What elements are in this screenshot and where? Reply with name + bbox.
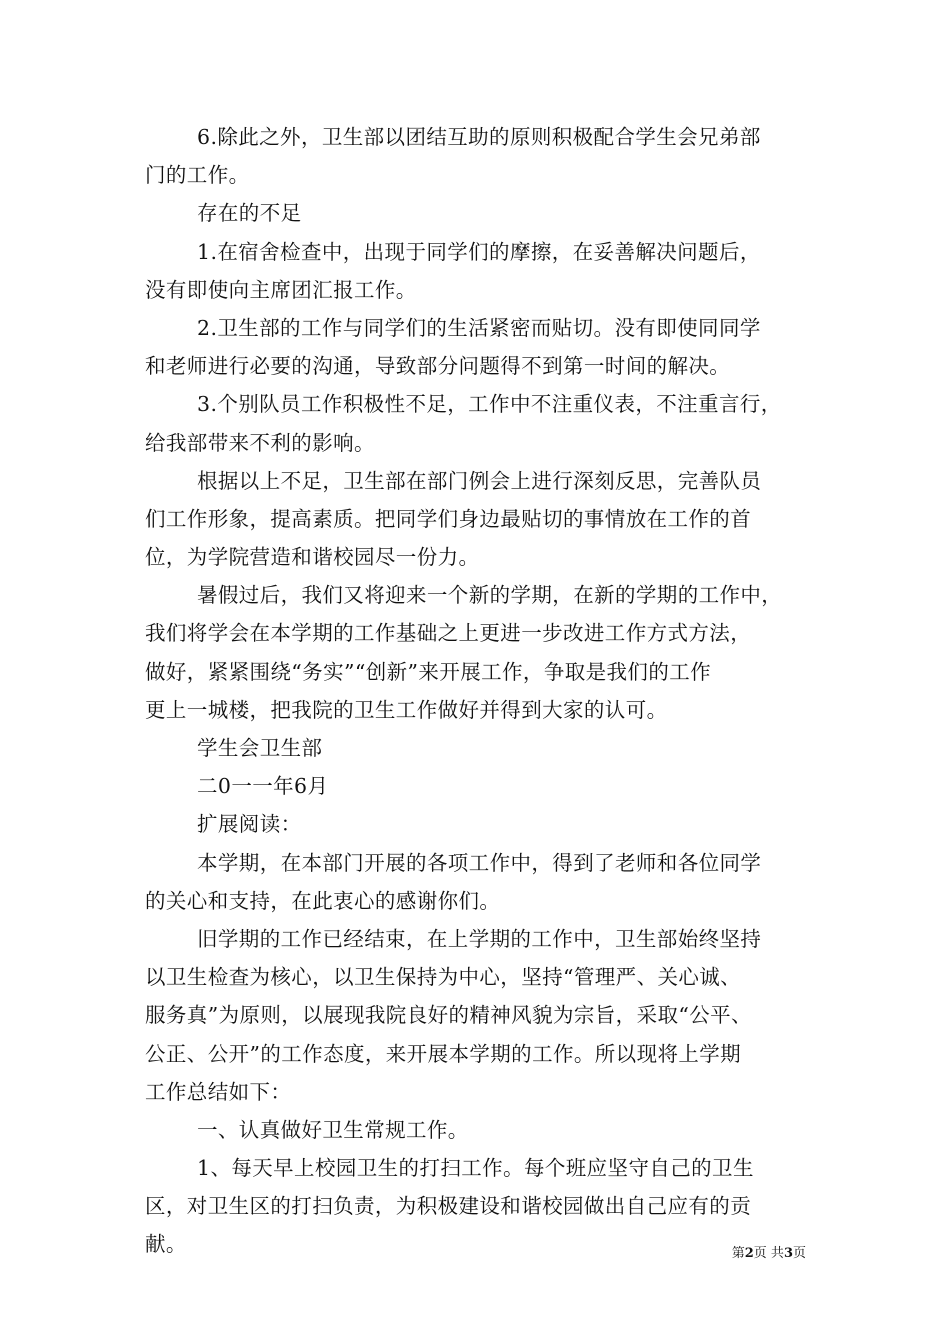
paragraph-line: 们工作形象，提高素质。把同学们身边最贴切的事情放在工作的首 bbox=[145, 506, 752, 531]
paragraph-line: 的关心和支持，在此衷心的感谢你们。 bbox=[145, 888, 501, 913]
paragraph-line: 暑假过后，我们又将迎来一个新的学期，在新的学期的工作中， bbox=[197, 583, 783, 608]
section-heading: 扩展阅读： bbox=[197, 812, 302, 837]
paragraph-line: 更上一城楼，把我院的卫生工作做好并得到大家的认可。 bbox=[145, 697, 668, 722]
paragraph-line: 门的工作。 bbox=[145, 163, 250, 188]
paragraph-line: 给我部带来不利的影响。 bbox=[145, 430, 375, 455]
paragraph-line: 本学期，在本部门开展的各项工作中，得到了老师和各位同学 bbox=[197, 850, 762, 875]
paragraph-line: 1、每天早上校园卫生的打扫工作。每个班应坚守自己的卫生 bbox=[197, 1156, 754, 1181]
paragraph-line: 做好，紧紧围绕“务实”“创新”来开展工作，争取是我们的工作 bbox=[145, 659, 712, 684]
paragraph-line: 服务真”为原则，以展现我院良好的精神风貌为宗旨，采取“公平、 bbox=[145, 1003, 752, 1028]
section-heading: 存在的不足 bbox=[197, 201, 302, 226]
paragraph-line: 根据以上不足，卫生部在部门例会上进行深刻反思，完善队员 bbox=[197, 468, 762, 493]
paragraph-line: 位，为学院营造和谐校园尽一份力。 bbox=[145, 545, 480, 570]
paragraph-line: 3.个别队员工作积极性不足，工作中不注重仪表，不注重言行， bbox=[197, 392, 782, 417]
paragraph-line: 没有即使向主席团汇报工作。 bbox=[145, 277, 417, 302]
page-prefix: 第 bbox=[731, 1246, 745, 1261]
page-number-footer bbox=[0, 1242, 806, 1261]
page-suffix: 页 bbox=[792, 1246, 806, 1261]
paragraph-line: 以卫生检查为核心，以卫生保持为中心，坚持“管理严、关心诚、 bbox=[145, 965, 742, 990]
section-heading: 一、认真做好卫生常规工作。 bbox=[197, 1117, 469, 1142]
document-body bbox=[145, 118, 810, 1264]
paragraph-line: 6.除此之外，卫生部以团结互助的原则积极配合学生会兄弟部 bbox=[197, 125, 761, 149]
paragraph-line: 1.在宿舍检查中，出现于同学们的摩擦，在妥善解决问题后， bbox=[197, 239, 761, 264]
paragraph-line: 献。 bbox=[145, 1232, 187, 1257]
paragraph-line: 我们将学会在本学期的工作基础之上更进一步改进工作方式方法， bbox=[145, 621, 752, 646]
page-middle: 页 共 bbox=[753, 1246, 784, 1261]
paragraph-line: 公正、公开”的工作态度，来开展本学期的工作。所以现将上学期 bbox=[145, 1041, 742, 1066]
signature-date: 二0一一年6月 bbox=[197, 774, 329, 799]
paragraph-line: 旧学期的工作已经结束，在上学期的工作中，卫生部始终坚持 bbox=[197, 926, 762, 951]
paragraph-line: 和老师进行必要的沟通，导致部分问题得不到第一时间的解决。 bbox=[145, 354, 731, 379]
current-page-number: 2 bbox=[744, 1246, 754, 1261]
total-page-number: 3 bbox=[783, 1246, 793, 1261]
paragraph-line: 2.卫生部的工作与同学们的生活紧密而贴切。没有即使同同学 bbox=[197, 315, 761, 340]
paragraph-line: 区，对卫生区的打扫负责，为积极建设和谐校园做出自己应有的贡 bbox=[145, 1194, 752, 1219]
paragraph-line: 工作总结如下： bbox=[145, 1079, 292, 1104]
signature-department: 学生会卫生部 bbox=[197, 736, 323, 760]
